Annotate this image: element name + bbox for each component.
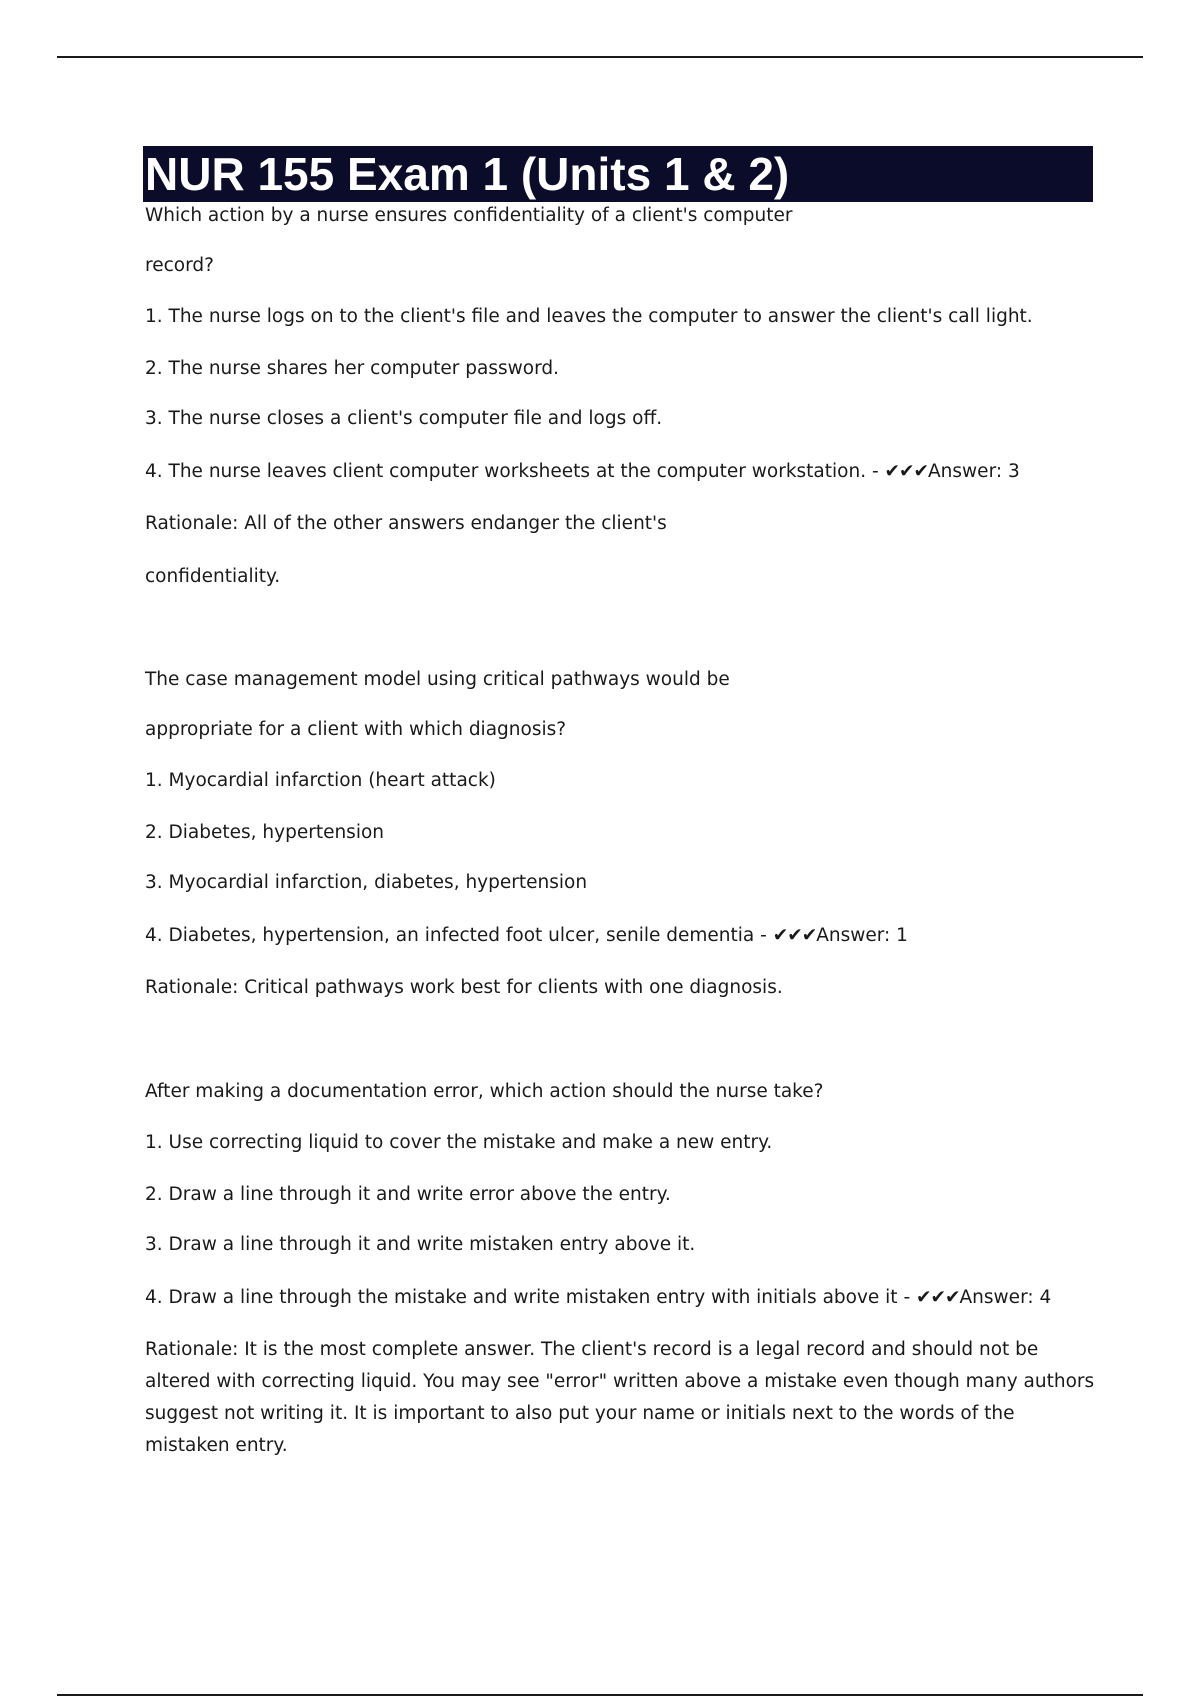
question-1-option-4: [145, 460, 1020, 484]
question-1-answer: Answer: 3: [928, 461, 1020, 482]
question-2-option-1: 1. Myocardial infarction (heart attack): [145, 770, 496, 791]
question-2-option-2: 2. Diabetes, hypertension: [145, 822, 385, 843]
question-2-rationale-line-1: Rationale: Critical pathways work best for clients with one diagnosis.: [145, 977, 783, 998]
checkmark-icon: ✔✔✔: [772, 925, 817, 946]
question-1-option-4-text: 4. The nurse leaves client computer worksheets at the computer workstation. -: [145, 461, 885, 482]
question-3-option-1: 1. Use correcting liquid to cover the mistake and make a new entry.: [145, 1132, 773, 1153]
question-1-stem-line-1: Which action by a nurse ensures confidentiality of a client's computer: [145, 205, 793, 226]
question-3-option-2: 2. Draw a line through it and write error above the entry.: [145, 1184, 671, 1205]
question-2-option-4-text: 4. Diabetes, hypertension, an infected foot ulcer, senile dementia -: [145, 925, 773, 946]
question-1-rationale-line-2: confidentiality.: [145, 566, 281, 587]
document-title: NUR 155 Exam 1 (Units 1 & 2): [143, 146, 1093, 202]
question-1-option-3: 3. The nurse closes a client's computer file and logs off.: [145, 408, 663, 429]
question-1-stem-line-2: record?: [145, 255, 214, 276]
question-3-option-4-text: 4. Draw a line through the mistake and write mistaken entry with initials above it -: [145, 1287, 917, 1308]
header-rule: [57, 56, 1143, 58]
question-2-answer: Answer: 1: [816, 925, 908, 946]
question-2-option-4: [145, 924, 908, 948]
question-2-stem-line-1: The case management model using critical pathways would be: [145, 669, 730, 690]
question-3-stem-line-1: After making a documentation error, which action should the nurse take?: [145, 1081, 824, 1102]
question-2-stem-line-2: appropriate for a client with which diagnosis?: [145, 719, 567, 740]
question-3-rationale: Rationale: It is the most complete answer. The client's record is a legal record and should not be altered with correcting liquid. You may see "error" written above a mistake even though many authors suggest not writing it. It is important to also put your name or initials next to the words of the mistaken entry.: [145, 1339, 1095, 1456]
question-1-option-2: 2. The nurse shares her computer password.: [145, 358, 559, 379]
question-1-rationale-line-1: Rationale: All of the other answers endanger the client's: [145, 513, 667, 534]
checkmark-icon: ✔✔✔: [916, 1287, 960, 1308]
checkmark-icon: ✔✔✔: [884, 461, 929, 482]
question-1-option-1: 1. The nurse logs on to the client's file and leaves the computer to answer the client's call light.: [145, 306, 1033, 327]
question-3-option-3: 3. Draw a line through it and write mistaken entry above it.: [145, 1234, 696, 1255]
question-3-option-4: [145, 1286, 1051, 1310]
question-3-answer: Answer: 4: [959, 1287, 1052, 1308]
question-2-option-3: 3. Myocardial infarction, diabetes, hypertension: [145, 872, 588, 893]
footer-rule: [57, 1694, 1143, 1696]
